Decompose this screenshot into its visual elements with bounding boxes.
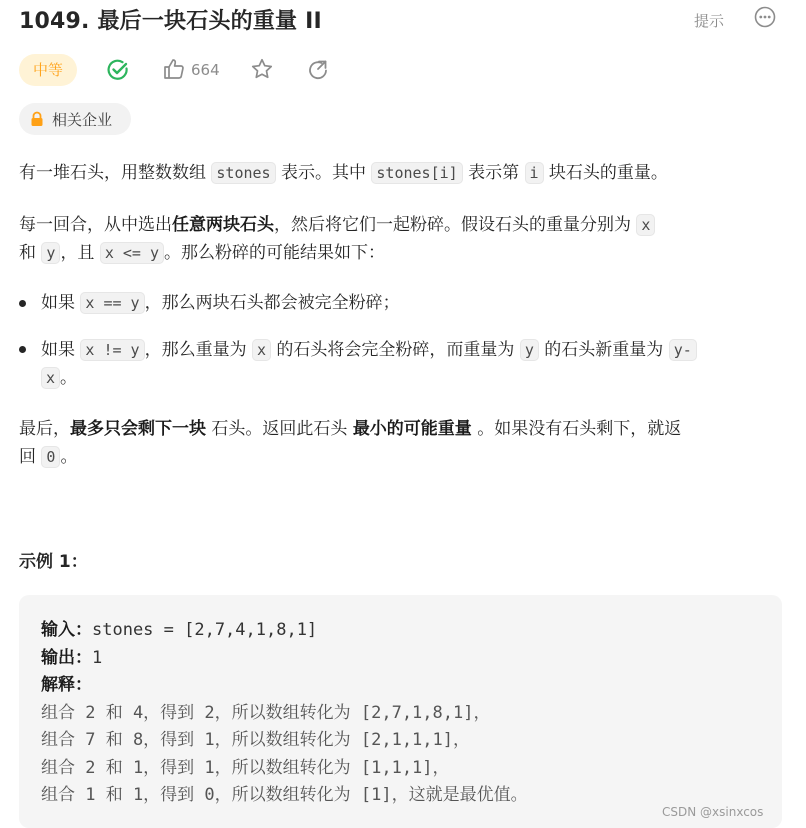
description-paragraph-3: 最后，最多只会剩下一块 石头。返回此石头 最小的可能重量 。如果没有石头剩下，就返 xyxy=(19,419,682,439)
code-x-ne-y: x != y xyxy=(80,339,144,361)
solved-check-icon xyxy=(106,58,130,82)
difficulty-badge[interactable]: 中等 xyxy=(19,54,77,86)
bullet-item-1: 如果 x == y ，那么两块石头都会被完全粉碎； xyxy=(41,293,400,313)
bullet-dot xyxy=(19,346,26,353)
code-stones: stones xyxy=(211,162,275,184)
hint-button[interactable]: 提示 xyxy=(694,12,725,30)
code-y: y xyxy=(41,242,60,264)
example-output: 输出：1 xyxy=(41,648,103,668)
like-count: 664 xyxy=(191,61,220,79)
related-companies-label: 相关企业 xyxy=(52,110,113,129)
watermark: CSDN @xsinxcos xyxy=(662,805,764,819)
example-title: 示例 1： xyxy=(19,552,88,572)
share-icon[interactable] xyxy=(306,58,330,82)
code-x: x xyxy=(41,367,60,389)
code-x: x xyxy=(252,339,271,361)
example-input: 输入：stones = [2,7,4,1,8,1] xyxy=(41,620,318,640)
example-explanation-label: 解释： xyxy=(41,675,92,695)
star-icon[interactable] xyxy=(250,57,274,81)
example-explanation-line: 组合 1 和 1，得到 0，所以数组转化为 [1]，这就是最优值。 xyxy=(41,785,528,805)
description-paragraph-3-cont: 回 0 。 xyxy=(19,447,78,467)
page-title: 1049. 最后一块石头的重量 II xyxy=(19,9,322,34)
code-x-eq-y: x == y xyxy=(80,292,144,314)
description-paragraph-2: 每一回合，从中选出任意两块石头，然后将它们一起粉碎。假设石头的重量分别为 x xyxy=(19,211,655,239)
code-x: x xyxy=(636,214,655,236)
code-y-minus: y- xyxy=(669,339,697,361)
example-explanation-line: 组合 2 和 1，得到 1，所以数组转化为 [1,1,1]， xyxy=(41,758,450,778)
thumbs-up-icon[interactable] xyxy=(162,57,186,81)
code-y: y xyxy=(520,339,539,361)
example-explanation-line: 组合 7 和 8，得到 1，所以数组转化为 [2,1,1,1]， xyxy=(41,730,470,750)
code-stones-i: stones[i] xyxy=(371,162,462,184)
bullet-item-2: 如果 x != y ，那么重量为 x 的石头将会完全粉碎，而重量为 y 的石头新重量为 y- xyxy=(41,336,697,364)
related-companies-tag[interactable] xyxy=(19,103,131,135)
bullet-item-2-cont: x 。 xyxy=(41,364,77,392)
code-x-le-y: x <= y xyxy=(100,242,164,264)
description-paragraph-1: 有一堆石头，用整数数组 stones 表示。其中 stones[i] 表示第 i 块石头的重量。 xyxy=(19,163,668,183)
bullet-dot xyxy=(19,300,26,307)
more-options-icon[interactable] xyxy=(754,6,776,28)
lock-icon xyxy=(30,111,44,127)
code-i: i xyxy=(525,162,544,184)
description-paragraph-2-cont: 和 y ，且 x <= y 。那么粉碎的可能结果如下： xyxy=(19,243,386,263)
code-zero: 0 xyxy=(41,446,60,468)
example-explanation-line: 组合 2 和 4，得到 2，所以数组转化为 [2,7,1,8,1]， xyxy=(41,703,491,723)
